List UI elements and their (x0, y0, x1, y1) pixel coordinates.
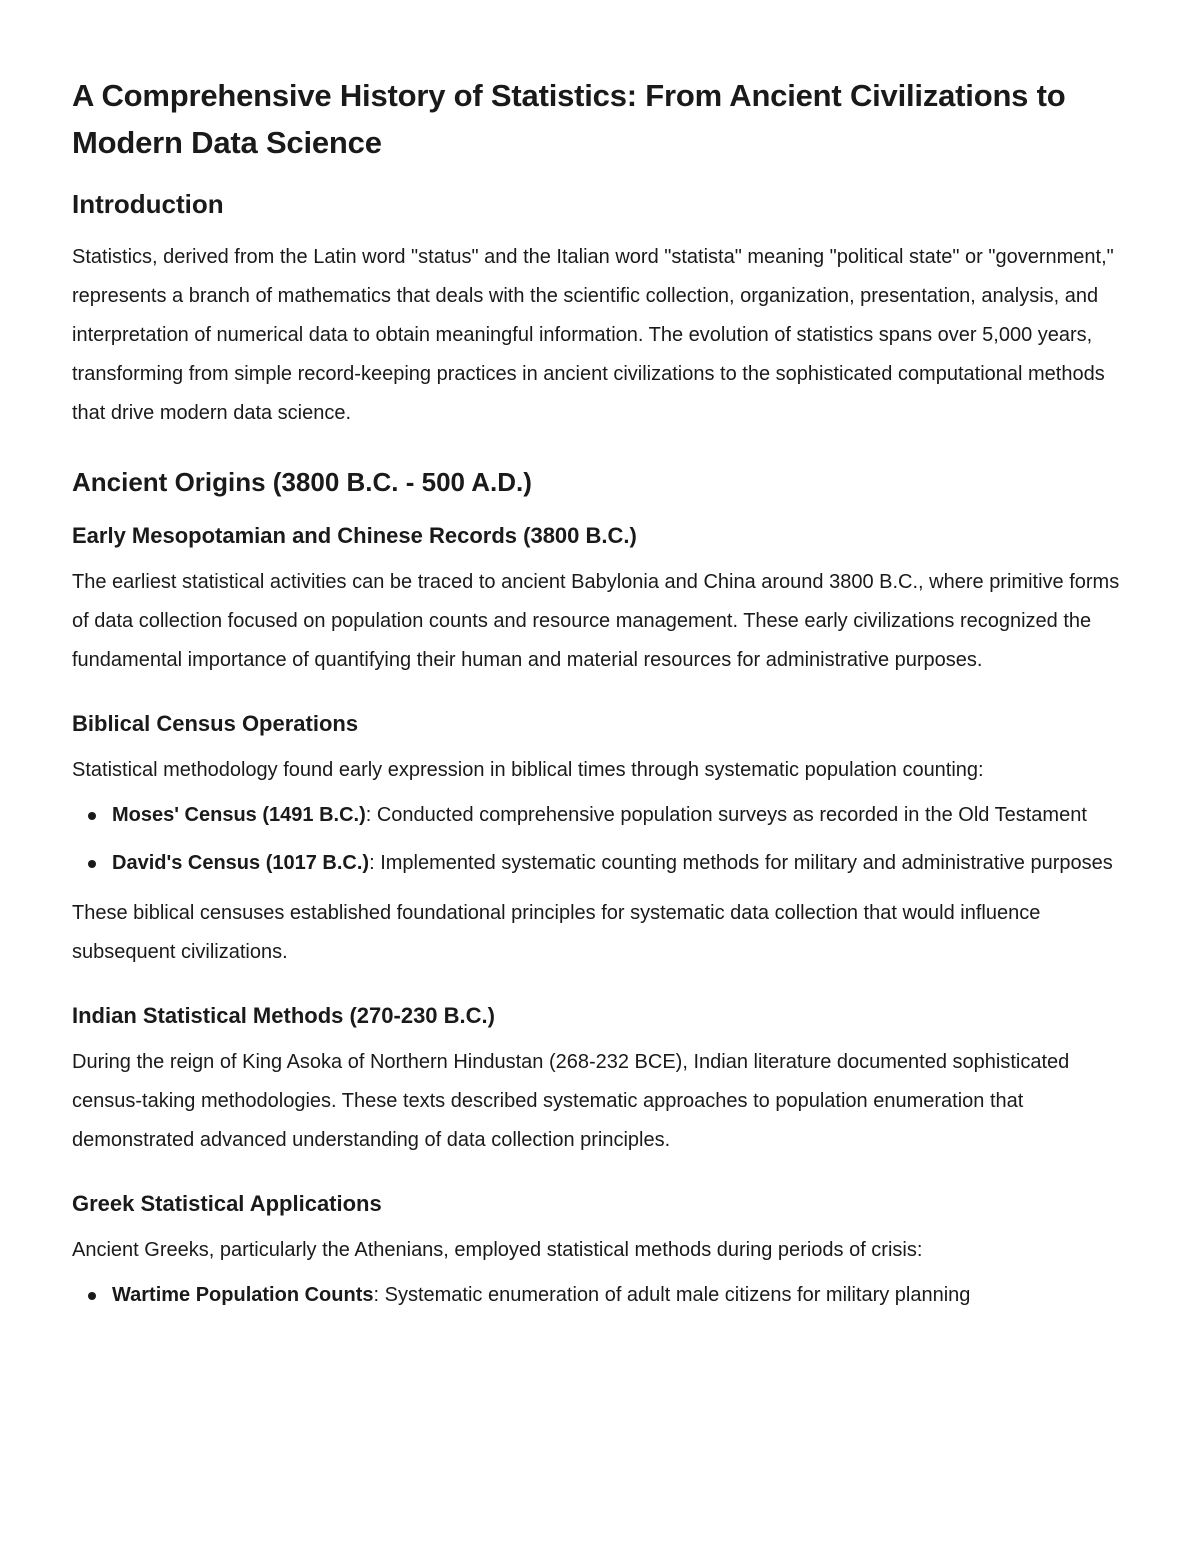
bullet-icon (88, 1292, 96, 1300)
list-item-text: : Systematic enumeration of adult male citizens for military planning (373, 1284, 971, 1306)
list-item-text: : Implemented systematic counting methods for military and administrative purposes (369, 852, 1113, 874)
introduction-paragraph: Statistics, derived from the Latin word "status" and the Italian word "statista" meaning "political state" or "government," represents a branch of mathematics that deals with the scientific collection, organization, presentation, analysis, and interpretation of numerical data to obtain meaningful information. The evolution of statistics spans over 5,000 years, transforming from simple record-keeping practices in ancient civilizations to the sophisticated computational methods that drive modern data science. (72, 246, 1114, 424)
list-item-text: : Conducted comprehensive population surveys as recorded in the Old Testament (365, 804, 1087, 826)
indian-heading: Indian Statistical Methods (270-230 B.C.) (72, 1003, 495, 1028)
biblical-heading: Biblical Census Operations (72, 711, 359, 736)
list-item (112, 844, 1128, 882)
biblical-conclusion: These biblical censuses established foundational principles for systematic data collection that would influence subsequent civilizations. (72, 902, 1041, 963)
document-title: A Comprehensive History of Statistics: From Ancient Civilizations to Modern Data Science (72, 78, 1066, 160)
biblical-intro: Statistical methodology found early expression in biblical times through systematic population counting: (72, 759, 984, 781)
greek-heading: Greek Statistical Applications (72, 1191, 382, 1216)
indian-paragraph: During the reign of King Asoka of Northern Hindustan (268-232 BCE), Indian literature documented sophisticated census-taking methodologies. These texts described systematic approaches to population enumeration that demonstrated advanced understanding of data collection principles. (72, 1051, 1070, 1151)
list-item-term: David's Census (1017 B.C.) (112, 852, 370, 874)
greek-list (72, 1276, 1128, 1314)
bullet-icon (88, 860, 96, 868)
biblical-list (72, 796, 1128, 882)
ancient-origins-heading: Ancient Origins (3800 B.C. - 500 A.D.) (72, 467, 532, 497)
list-item-term: Wartime Population Counts (112, 1284, 374, 1306)
list-item (112, 796, 1128, 834)
greek-intro: Ancient Greeks, particularly the Athenians, employed statistical methods during periods of crisis: (72, 1239, 923, 1261)
mesopotamian-heading: Early Mesopotamian and Chinese Records (3800 B.C.) (72, 523, 637, 548)
list-item-term: Moses' Census (1491 B.C.) (112, 804, 366, 826)
bullet-icon (88, 812, 96, 820)
list-item (112, 1276, 1128, 1314)
introduction-heading: Introduction (72, 189, 224, 219)
mesopotamian-paragraph: The earliest statistical activities can be traced to ancient Babylonia and China around 3800 B.C., where primitive forms of data collection focused on population counts and resource management. These early civilizations recognized the fundamental importance of quantifying their human and material resources for administrative purposes. (72, 571, 1120, 671)
